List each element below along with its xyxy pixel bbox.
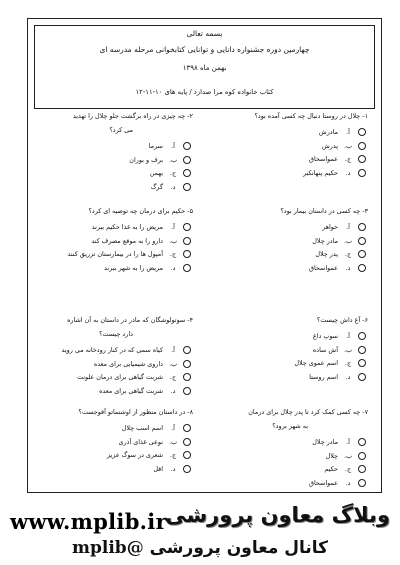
option-text: اقل <box>153 464 163 473</box>
answer-option[interactable] <box>210 235 368 249</box>
option-text: اسم عموی چلال <box>294 359 338 367</box>
question-block <box>210 408 368 490</box>
answer-radio[interactable] <box>358 332 366 340</box>
answer-radio[interactable] <box>358 264 366 272</box>
answer-option[interactable] <box>210 140 368 154</box>
option-text: مادر چلال <box>312 236 338 245</box>
option-letter: د. <box>345 478 351 487</box>
option-text: پدرش <box>321 141 338 150</box>
option-letter: آ. <box>171 223 175 231</box>
option-text: بهمن <box>149 169 163 177</box>
answer-radio[interactable] <box>183 346 191 354</box>
answer-option[interactable] <box>210 463 368 477</box>
option-letter: د. <box>170 464 176 473</box>
answer-radio[interactable] <box>358 438 366 446</box>
option-text: مادرش <box>318 128 338 136</box>
option-letter: د. <box>345 168 351 177</box>
option-letter: ب. <box>343 345 353 354</box>
answer-radio[interactable] <box>358 128 366 136</box>
answer-option[interactable] <box>210 357 368 371</box>
answer-option[interactable] <box>35 371 193 385</box>
question-block <box>35 316 193 398</box>
answer-radio[interactable] <box>358 237 366 245</box>
question-text-continued: می کرد؟ <box>109 126 133 134</box>
answer-option[interactable] <box>35 344 193 358</box>
answer-radio[interactable] <box>183 169 191 177</box>
watermark-blog: وبلاگ معاون پرورشی <box>165 503 390 527</box>
answer-radio[interactable] <box>183 142 191 150</box>
answer-option[interactable] <box>35 422 193 436</box>
answer-option[interactable] <box>35 154 193 168</box>
option-letter: ب. <box>168 236 178 245</box>
option-text: آش ساده <box>312 345 338 354</box>
option-text: مریض را به غذا حکیم ببرند <box>91 223 163 231</box>
option-text: کیاه سمی که در کنار رودخانه می روید <box>61 346 163 354</box>
option-letter: د. <box>170 386 176 395</box>
answer-option[interactable] <box>35 221 193 235</box>
option-letter: ج. <box>169 169 177 177</box>
option-text: آمپول ها را در بیمارستان تزریق کنند <box>67 250 163 258</box>
watermark-channel-name: کانال معاون پرورشی <box>149 538 329 558</box>
option-letter: ب. <box>343 451 353 460</box>
option-text: خواهر <box>322 223 338 231</box>
option-letter: آ. <box>346 128 350 136</box>
answer-radio[interactable] <box>183 183 191 191</box>
option-text: اسم اسب چلال <box>121 424 163 432</box>
option-letter: د. <box>345 263 351 272</box>
answer-radio[interactable] <box>358 155 366 163</box>
question-block <box>210 112 368 180</box>
question-block <box>35 408 193 476</box>
answer-radio[interactable] <box>183 223 191 231</box>
option-text: دارو را به موقع مصرف کند <box>91 236 163 245</box>
option-text: عمواسحاق <box>309 263 338 272</box>
question-text: ۱- چلال در روستا دنبال چه کسی آمده بود؟ <box>254 112 368 120</box>
answer-option[interactable] <box>35 235 193 249</box>
option-letter: ب. <box>168 359 178 368</box>
answer-radio[interactable] <box>358 346 366 354</box>
option-letter: ب. <box>343 236 353 245</box>
option-letter: آ. <box>171 424 175 432</box>
option-text: سرما <box>148 142 163 150</box>
question-block <box>35 207 193 275</box>
header-date: بهمن ماه ۱۳۹۸ <box>182 64 227 72</box>
question-block <box>210 207 368 275</box>
question-text: ۲- چه چیزی در راه برگشت جلو چلال را تهدید <box>72 112 193 120</box>
option-letter: د. <box>170 263 176 272</box>
option-text: حکیم <box>324 465 338 473</box>
answer-option[interactable] <box>35 385 193 399</box>
option-letter: آ. <box>346 332 350 340</box>
option-letter: د. <box>170 182 176 191</box>
watermark-handle: @mplib <box>72 538 144 558</box>
answer-radio[interactable] <box>183 360 191 368</box>
answer-radio[interactable] <box>358 169 366 177</box>
answer-radio[interactable] <box>183 264 191 272</box>
option-text: عمواسحاق <box>309 155 338 163</box>
answer-option[interactable] <box>35 358 193 372</box>
header-book-info: کتاب خانواده کوه مرا صدازد / پایه های ۱۰-۱۱-۱۲ <box>135 88 274 96</box>
answer-option[interactable] <box>35 181 193 195</box>
answer-option[interactable] <box>210 371 368 385</box>
option-letter: ج. <box>344 465 352 473</box>
option-letter: آ. <box>346 438 350 446</box>
watermark-site: www.mplib.ir <box>10 509 167 534</box>
option-letter: ج. <box>344 250 352 258</box>
answer-option[interactable] <box>35 262 193 276</box>
header-festival-title: چهارمین دوره جشنواره دانایی و توانایی کتابخوانی مرحله مدرسه ای <box>99 45 310 54</box>
answer-option[interactable] <box>210 153 368 167</box>
question-text-continued: دارد چیست؟ <box>99 330 133 338</box>
answer-radio[interactable] <box>358 465 366 473</box>
answer-option[interactable] <box>210 450 368 464</box>
option-letter: آ. <box>346 223 350 231</box>
option-letter: ج. <box>344 359 352 367</box>
answer-radio[interactable] <box>183 438 191 446</box>
question-text: ۷- چه کسی کمک کرد تا پدر چلال برای درمان <box>248 408 368 416</box>
answer-option[interactable] <box>210 344 368 358</box>
question-text: ۶- آغ داش چیست؟ <box>316 316 368 324</box>
option-text: حکیم پنهانکبر <box>302 168 338 177</box>
question-text-continued: به شهر برود؟ <box>272 422 308 430</box>
answer-radio[interactable] <box>183 373 191 381</box>
answer-radio[interactable] <box>358 223 366 231</box>
answer-option[interactable] <box>210 221 368 235</box>
option-text: برف و بوران <box>129 155 163 164</box>
answer-option[interactable] <box>210 126 368 140</box>
answer-radio[interactable] <box>358 250 366 258</box>
answer-radio[interactable] <box>183 250 191 258</box>
answer-radio[interactable] <box>183 465 191 473</box>
option-letter: ج. <box>169 373 177 381</box>
option-text: مادر چلال <box>312 438 338 446</box>
exam-header <box>34 25 375 109</box>
question-text: ۸- در داستان منظور از اوشتماتو آقوجست؟ <box>78 408 193 416</box>
option-text: سوپ داغ <box>312 332 338 340</box>
option-text: اسم روستا <box>309 372 338 381</box>
answer-option[interactable] <box>210 167 368 181</box>
answer-radio[interactable] <box>358 359 366 367</box>
answer-option[interactable] <box>210 262 368 276</box>
answer-option[interactable] <box>210 330 368 344</box>
header-basmala: بسمه تعالی <box>186 29 223 38</box>
option-letter: ج. <box>169 451 177 459</box>
option-letter: د. <box>345 372 351 381</box>
option-letter: آ. <box>171 142 175 150</box>
question-block <box>210 316 368 384</box>
answer-option[interactable] <box>210 248 368 262</box>
answer-option[interactable] <box>210 436 368 450</box>
question-text: ۳- چه کسی در داستان بیمار بود؟ <box>280 207 368 215</box>
question-text: ۴- سوتولوشگان که مادر در داستان به آن اشاره <box>67 316 193 324</box>
question-text: ۵- حکیم برای درمان چه توصیه ای کرد؟ <box>88 207 193 215</box>
answer-radio[interactable] <box>358 373 366 381</box>
option-letter: ب. <box>168 437 178 446</box>
option-text: چلال <box>325 451 338 460</box>
option-letter: ب. <box>168 155 178 164</box>
option-text: عمواسحاق <box>309 478 338 487</box>
answer-radio[interactable] <box>183 451 191 459</box>
answer-option[interactable] <box>35 167 193 181</box>
answer-option[interactable] <box>35 436 193 450</box>
answer-radio[interactable] <box>183 387 191 395</box>
answer-option[interactable] <box>35 449 193 463</box>
answer-radio[interactable] <box>183 424 191 432</box>
option-text: گرگ <box>150 182 163 191</box>
option-letter: ج. <box>169 250 177 258</box>
option-letter: ج. <box>344 155 352 163</box>
answer-radio[interactable] <box>183 237 191 245</box>
answer-radio[interactable] <box>358 452 366 460</box>
watermark-channel <box>64 538 328 558</box>
answer-radio[interactable] <box>183 156 191 164</box>
option-letter: آ. <box>171 346 175 354</box>
option-text: مریض را به شهر ببرند <box>104 263 163 272</box>
answer-option[interactable] <box>35 248 193 262</box>
answer-option[interactable] <box>210 477 368 491</box>
option-text: پدر چلال <box>315 250 338 258</box>
question-block <box>35 112 193 194</box>
option-text: داروی شیمیایی برای معده <box>93 359 163 368</box>
answer-radio[interactable] <box>358 142 366 150</box>
option-text: شربت گیاهی برای درمان علونت <box>76 373 163 381</box>
option-letter: ب. <box>343 141 353 150</box>
answer-option[interactable] <box>35 140 193 154</box>
option-text: شعری در سوگ عزیز <box>106 451 163 459</box>
answer-option[interactable] <box>35 463 193 477</box>
option-text: نوعی غذای آذری <box>118 437 163 446</box>
answer-radio[interactable] <box>358 479 366 487</box>
option-text: شربت گیاهی برای معده <box>99 386 163 395</box>
